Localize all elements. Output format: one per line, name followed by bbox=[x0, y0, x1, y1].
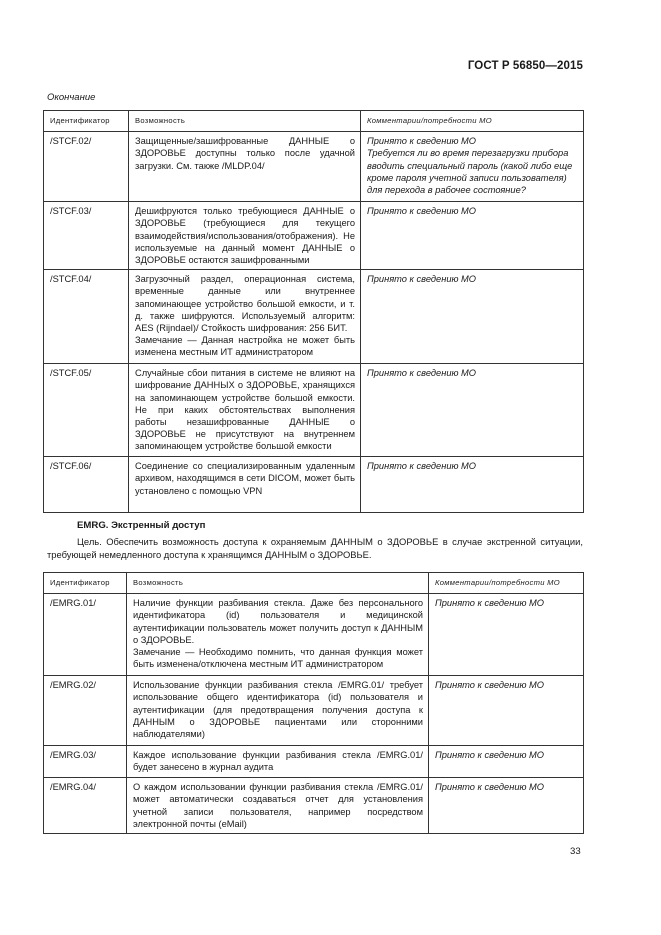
row-feature: Соединение со специализированным удаленным архивом, находящимся в сети DICOM, может быть установлено с помощью VPN bbox=[129, 457, 361, 513]
row-comment: Принято к сведению МО bbox=[429, 676, 584, 746]
feature-note: Замечание — Данная настройка не может быть изменена местным ИТ администратором bbox=[135, 335, 355, 358]
row-feature: Защищенные/зашифрованные ДАННЫЕ о ЗДОРОВЬЕ доступны только после удачной загрузки. См. также /MLDP.04/ bbox=[129, 132, 361, 202]
page-number: 33 bbox=[570, 846, 581, 857]
feature-note: Замечание — Необходимо помнить, что данная функция может быть изменена/отключена местным ИТ администратором bbox=[133, 647, 423, 670]
row-feature: Использование функции разбивания стекла /EMRG.01/ требует использование общего идентификатора (id) пользователя и аутентификации (для предотвращения получения доступа к ДАННЫМ о ЗДОРОВЬЕ пациентами или сторонними наблюдателями) bbox=[127, 676, 429, 746]
stcf-requirements-table bbox=[43, 110, 584, 513]
comment-question: Требуется ли во время перезагрузки прибора вводить специальный пароль (какой либо еще кроме пароля учетной записи пользователя) для перехода в рабочее состояние? bbox=[367, 148, 573, 196]
row-comment: Принято к сведению МО bbox=[429, 594, 584, 676]
column-header-feature: Возможность bbox=[127, 573, 429, 594]
row-feature bbox=[129, 270, 361, 364]
row-feature: Каждое использование функции разбивания стекла /EMRG.01/ будет занесено в журнал аудита bbox=[127, 746, 429, 778]
row-feature: О каждом использовании функции разбивания стекла /EMRG.01/ может автоматически создаваться отчет для установления учетной записи пользователя, например посредством электронной почты (eMail) bbox=[127, 778, 429, 834]
section-title: EMRG. Экстренный доступ bbox=[77, 520, 206, 531]
column-header-id: Идентификатор bbox=[44, 111, 129, 132]
row-comment: Принято к сведению МО bbox=[361, 202, 584, 270]
row-feature: Дешифруются только требующиеся ДАННЫЕ о ЗДОРОВЬЕ (требующиеся для текущего взаимодействия/использования/отображения). Не используемые на данный момент ДАННЫЕ о ЗДОРОВЬЕ остаются зашифрованными bbox=[129, 202, 361, 270]
row-id: /EMRG.03/ bbox=[44, 746, 127, 778]
column-header-id: Идентификатор bbox=[44, 573, 127, 594]
row-id: /EMRG.02/ bbox=[44, 676, 127, 746]
row-id: /EMRG.01/ bbox=[44, 594, 127, 676]
comment-line: Принято к сведению МО bbox=[367, 136, 477, 147]
section-goal: Цель. Обеспечить возможность доступа к охраняемым ДАННЫМ о ЗДОРОВЬЕ в случае экстренной ситуации, требующей немедленного доступа к хранящимся ДАННЫМ о ЗДОРОВЬЕ. bbox=[47, 536, 583, 560]
column-header-feature: Возможность bbox=[129, 111, 361, 132]
table-row bbox=[44, 746, 584, 778]
table-row bbox=[44, 270, 584, 364]
row-comment: Принято к сведению МО bbox=[429, 746, 584, 778]
feature-text: Загрузочный раздел, операционная система, временные данные или внутреннее запоминающее устройство большой емкости, и т. д. также шифруются. Используемый алгоритм: AES (Rijndael)/ Стойкость шифрования: 256 БИТ. bbox=[135, 274, 355, 334]
row-feature bbox=[127, 594, 429, 676]
row-id: /STCF.03/ bbox=[44, 202, 129, 270]
row-id: /STCF.05/ bbox=[44, 364, 129, 457]
table-row bbox=[44, 202, 584, 270]
row-comment: Принято к сведению МО bbox=[361, 457, 584, 513]
standard-number: ГОСТ Р 56850—2015 bbox=[467, 60, 583, 72]
table-row bbox=[44, 594, 584, 676]
row-id: /STCF.02/ bbox=[44, 132, 129, 202]
row-id: /EMRG.04/ bbox=[44, 778, 127, 834]
table-row bbox=[44, 364, 584, 457]
emrg-requirements-table bbox=[43, 572, 584, 834]
continuation-label: Окончание bbox=[47, 92, 96, 103]
row-comment bbox=[361, 132, 584, 202]
table-row bbox=[44, 132, 584, 202]
column-header-comment: Комментарии/потребности МО bbox=[429, 573, 584, 594]
row-comment: Принято к сведению МО bbox=[361, 364, 584, 457]
table-header-row bbox=[44, 573, 584, 594]
row-id: /STCF.06/ bbox=[44, 457, 129, 513]
table-row bbox=[44, 778, 584, 834]
row-comment: Принято к сведению МО bbox=[361, 270, 584, 364]
table-row bbox=[44, 676, 584, 746]
table-header-row bbox=[44, 111, 584, 132]
column-header-comment: Комментарии/потребности МО bbox=[361, 111, 584, 132]
table-row bbox=[44, 457, 584, 513]
feature-text: Наличие функции разбивания стекла. Даже без персонального идентификатора (id) пользователя и медицинской аутентификации пользователь может получить доступ к ДАННЫМ о ЗДОРОВЬЕ. bbox=[133, 598, 423, 645]
row-feature: Случайные сбои питания в системе не влияют на шифрование ДАННЫХ о ЗДОРОВЬЕ, хранящихся на запоминающем устройстве большой емкости. Не при каких обстоятельствах выполнения работы незашифрованные ДАННЫЕ о ЗДОРОВЬЕ не присутствуют на внутреннем запоминающем устройстве большой емкости bbox=[129, 364, 361, 457]
row-comment: Принято к сведению МО bbox=[429, 778, 584, 834]
row-id: /STCF.04/ bbox=[44, 270, 129, 364]
